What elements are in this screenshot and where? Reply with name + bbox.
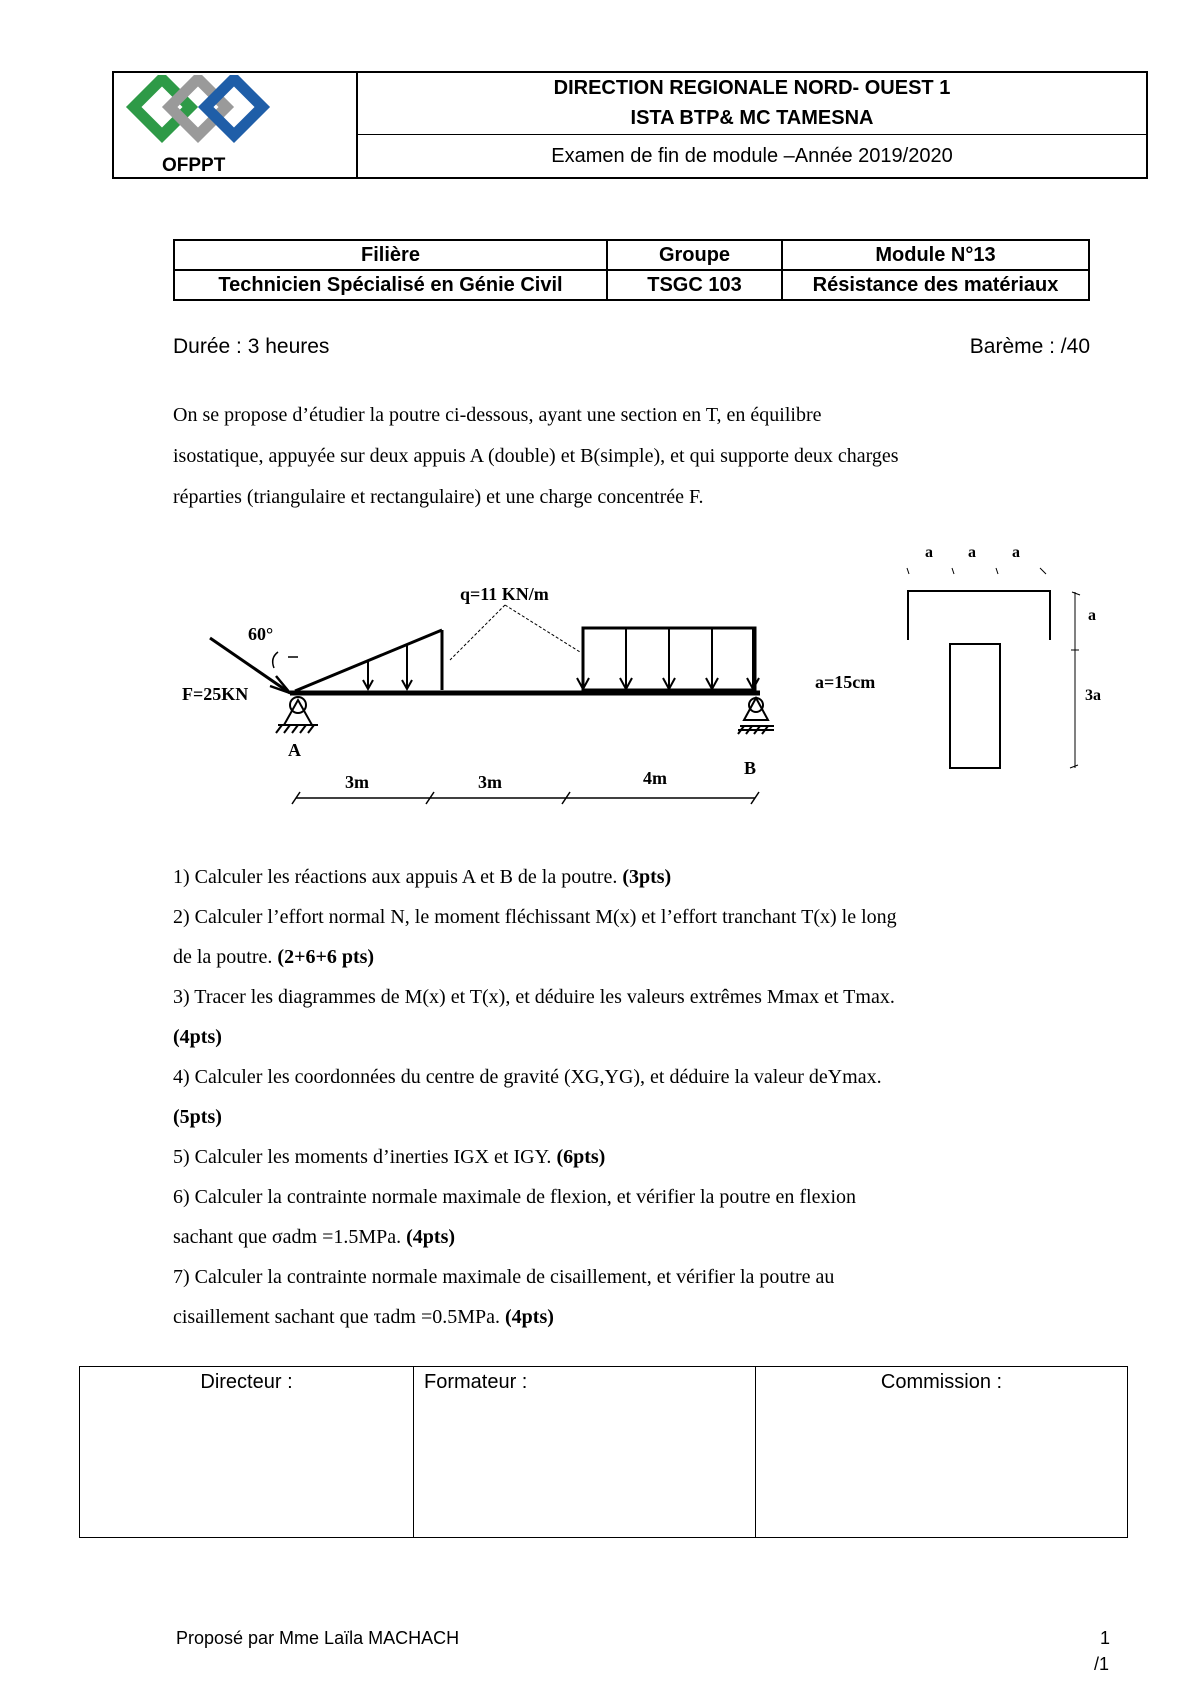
question-2-points: (2+6+6 pts) <box>277 946 375 968</box>
question-1-points: (3pts) <box>622 866 672 888</box>
section-dim-a-right: a <box>1088 607 1096 624</box>
span-label-1: 3m <box>345 772 369 792</box>
question-7-text: cisaillement sachant que τadm =0.5MPa. <box>173 1306 506 1328</box>
duration: Durée : 3 heures <box>173 335 330 358</box>
question-2-line-1: 2) Calculer l’effort normal N, le moment fléchissant M(x) et l’effort tranchant T(x) le long <box>173 906 897 928</box>
info-header-module: Module N°13 <box>782 240 1089 270</box>
footer-author: Proposé par Mme Laïla MACHACH <box>176 1628 460 1648</box>
section-dim-a-3: a <box>1012 544 1020 561</box>
logo-cell <box>114 73 358 177</box>
support-a-symbol <box>276 697 318 733</box>
question-2 <box>173 946 374 969</box>
signature-commission-label: Commission : <box>880 1371 1003 1393</box>
signature-trainer <box>414 1367 756 1538</box>
question-1 <box>173 866 671 889</box>
question-7-points: (4pts) <box>505 1306 554 1328</box>
intro-line-3: réparties (triangulaire et rectangulaire) et une charge concentrée F. <box>173 486 704 508</box>
span-label-3: 4m <box>643 768 667 788</box>
footer-page-number: 1 <box>1100 1628 1111 1648</box>
question-4-text: 4) Calculer les coordonnées du centre de gravité (XG,YG), et déduire la valeur deYmax. <box>173 1066 882 1088</box>
rectangular-load-arrows <box>577 628 759 689</box>
info-value-module: Résistance des matériaux <box>782 270 1089 300</box>
question-6 <box>173 1226 455 1249</box>
question-3-points: (4pts) <box>173 1026 222 1048</box>
support-b-symbol <box>738 698 774 734</box>
grading-scale: Barème : /40 <box>969 335 1090 358</box>
beam-figure <box>170 540 1130 850</box>
support-a-label: A <box>288 740 301 760</box>
signature-trainer-label: Formateur : <box>424 1371 528 1393</box>
t-section-dimension-ticks <box>907 568 1080 768</box>
intro-line-1: On se propose d’étudier la poutre ci-dessous, ayant une section en T, en équilibre <box>173 404 822 426</box>
header-institute: ISTA BTP& MC TAMESNA <box>630 107 874 129</box>
header-direction: DIRECTION REGIONALE NORD- OUEST 1 <box>553 77 951 99</box>
section-dim-3a: 3a <box>1085 687 1101 704</box>
header-exam-title: Examen de fin de module –Année 2019/2020 <box>551 145 953 167</box>
angle-label: 60° <box>248 624 274 644</box>
section-dim-a-2: a <box>968 544 976 561</box>
footer-page-total: /1 <box>1094 1654 1110 1674</box>
section-a-value: a=15cm <box>815 672 876 692</box>
info-value-groupe: TSGC 103 <box>607 270 782 300</box>
ofppt-logo-icon <box>124 75 274 155</box>
question-7 <box>173 1306 554 1329</box>
question-5-points: (6pts) <box>556 1146 606 1168</box>
question-5 <box>173 1146 605 1169</box>
info-header-groupe: Groupe <box>607 240 782 270</box>
header-separator <box>358 134 1146 135</box>
question-4-points: (5pts) <box>173 1106 222 1128</box>
question-6-text: sachant que σadm =1.5MPa. <box>173 1226 407 1248</box>
t-section-shape <box>908 591 1050 768</box>
question-2-text: de la poutre. <box>173 946 278 968</box>
load-leader-right <box>505 605 580 652</box>
question-6-line-1: 6) Calculer la contrainte normale maximale de flexion, et vérifier la poutre en flexion <box>173 1186 857 1208</box>
section-dim-a-1: a <box>925 544 933 561</box>
info-table-value-row <box>174 270 1089 300</box>
info-table-header-row <box>174 240 1089 270</box>
question-7-line-1: 7) Calculer la contrainte normale maximale de cisaillement, et vérifier la poutre au <box>173 1266 835 1288</box>
header-box <box>112 71 1148 179</box>
signature-director <box>80 1367 414 1538</box>
info-table <box>173 239 1090 301</box>
signature-table <box>79 1366 1128 1538</box>
load-label: q=11 KN/m <box>460 584 549 604</box>
span-label-2: 3m <box>478 772 502 792</box>
info-value-filiere: Technicien Spécialisé en Génie Civil <box>174 270 607 300</box>
load-leader-left <box>450 605 505 660</box>
force-label: F=25KN <box>182 684 249 704</box>
intro-line-2: isostatique, appuyée sur deux appuis A (double) et B(simple), et qui supporte deux charges <box>173 445 899 467</box>
signature-commission <box>756 1367 1128 1538</box>
info-header-filiere: Filière <box>174 240 607 270</box>
logo-text: OFPPT <box>162 155 226 176</box>
question-3-text: 3) Tracer les diagrammes de M(x) et T(x), et déduire les valeurs extrêmes Mmax et Tmax. <box>173 986 895 1008</box>
question-1-text: 1) Calculer les réactions aux appuis A et B de la poutre. <box>173 866 623 888</box>
signature-director-label: Directeur : <box>200 1371 293 1393</box>
signature-row <box>80 1367 1128 1538</box>
angle-arc <box>273 652 278 668</box>
question-5-text: 5) Calculer les moments d’inerties IGX et IGY. <box>173 1146 557 1168</box>
support-b-label: B <box>744 758 757 778</box>
question-6-points: (4pts) <box>406 1226 456 1248</box>
